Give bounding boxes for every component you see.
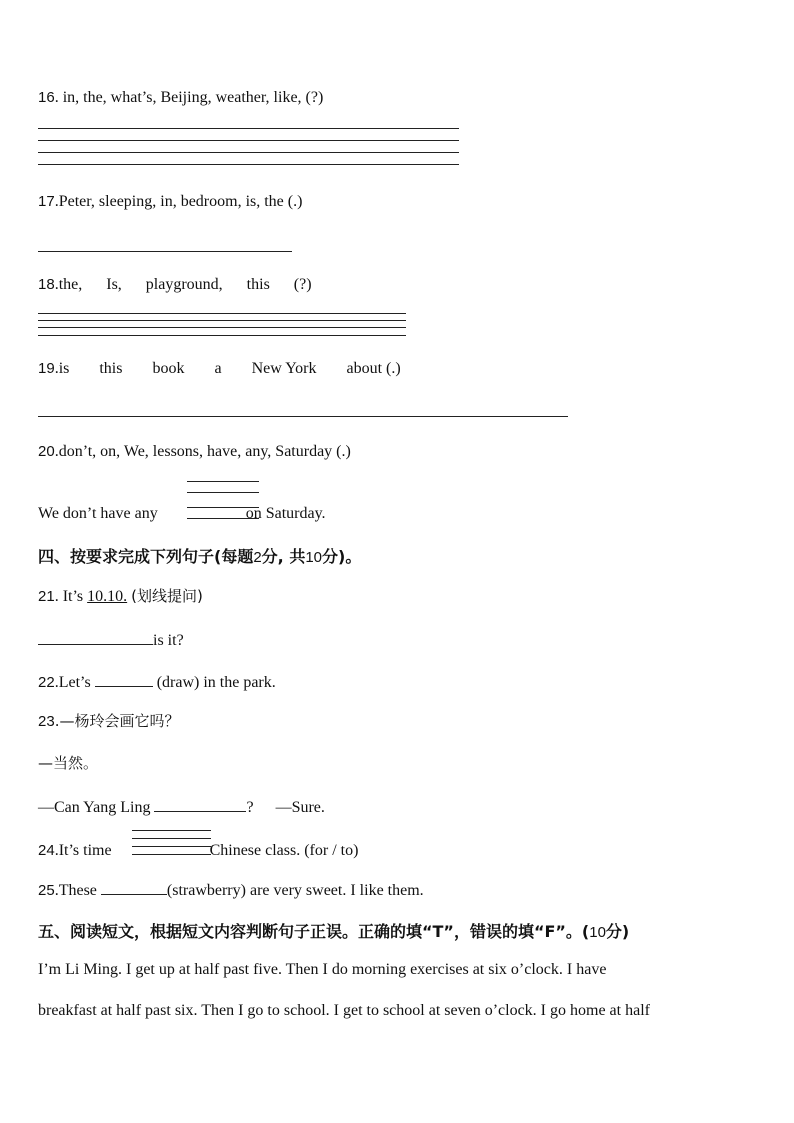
word: a <box>214 360 222 377</box>
answer-blank[interactable] <box>101 878 167 895</box>
answer-line[interactable] <box>38 416 568 417</box>
question-20-sentence <box>38 504 326 524</box>
answer-line[interactable] <box>38 251 292 252</box>
question-number: 24 <box>38 842 55 859</box>
answer-line[interactable] <box>132 830 211 831</box>
question-20 <box>38 442 351 462</box>
answer-line[interactable] <box>132 838 211 839</box>
question-number: 18 <box>38 276 55 293</box>
word: playground, <box>145 276 223 293</box>
question-text-end: (strawberry) are very sweet. I like them. <box>166 882 424 899</box>
answer-line[interactable] <box>38 327 406 328</box>
question-number: 17 <box>38 193 55 210</box>
answer-line[interactable] <box>38 152 459 153</box>
question-16 <box>38 88 323 108</box>
underlined-text: 10.10. <box>87 588 128 605</box>
section-score: 2 <box>253 549 262 566</box>
word: this <box>99 360 123 377</box>
question-18 <box>38 275 312 295</box>
question-number: 25 <box>38 882 55 899</box>
question-21 <box>38 586 203 607</box>
question-text: . in, the, what’s, Beijing, weather, like, (?) <box>54 89 324 106</box>
section-title-end: 分) <box>605 922 630 941</box>
question-number: 19 <box>38 360 55 377</box>
question-23 <box>38 711 179 732</box>
question-number: 21 <box>38 588 55 605</box>
question-text: . It’s <box>54 588 84 605</box>
word: book <box>152 360 185 377</box>
answer-line[interactable] <box>187 492 259 493</box>
answer-line[interactable] <box>38 320 406 321</box>
chinese-answer: —当然。 <box>38 754 99 772</box>
word: Is, <box>106 276 122 293</box>
passage-line: breakfast at half past six. Then I go to school. I get to school at seven o’clock. I go home at half <box>38 1002 650 1019</box>
question-text: .It’s time <box>54 842 112 859</box>
passage-line: I’m Li Ming. I get up at half past five. Then I do morning exercises at six o’clock. I have <box>38 961 607 978</box>
word: New York <box>251 360 317 377</box>
question-number: 20 <box>38 443 55 460</box>
word: (?) <box>293 276 312 293</box>
section-4-heading <box>38 544 361 567</box>
word: this <box>246 276 270 293</box>
answer-line[interactable] <box>132 854 211 855</box>
question-number: 22 <box>38 674 55 691</box>
section-title-mid: 分, 共 <box>261 547 306 566</box>
answer-line[interactable] <box>38 313 406 314</box>
section-title-end: 分)。 <box>322 547 362 566</box>
question-text: .Peter, sleeping, in, bedroom, is, the (.) <box>54 193 303 210</box>
question-25 <box>38 878 424 901</box>
question-mark: ? <box>246 799 254 816</box>
sentence-suffix: on Saturday. <box>245 505 326 522</box>
answer-line[interactable] <box>38 164 459 165</box>
question-text: .These <box>54 882 97 899</box>
question-22 <box>38 670 276 693</box>
question-number: 16 <box>38 89 55 106</box>
answer-blank[interactable] <box>154 795 246 812</box>
question-text-end: (draw) in the park. <box>156 674 276 691</box>
word: .is <box>54 360 70 377</box>
english-question: —Can Yang Ling <box>38 799 151 816</box>
word: about (.) <box>346 360 401 377</box>
answer-line[interactable] <box>38 128 459 129</box>
question-23-en <box>38 795 325 818</box>
instruction-note: (划线提问) <box>131 587 203 605</box>
question-21-answer <box>38 628 184 651</box>
section-title: 五、阅读短文，根据短文内容判断句子正误。正确的填“T”，错误的填“F”。( <box>38 922 590 941</box>
question-text: .don’t, on, We, lessons, have, any, Saturday (.) <box>54 443 351 460</box>
answer-line[interactable] <box>132 846 211 847</box>
question-19 <box>38 359 401 379</box>
answer-suffix: is it? <box>153 632 184 649</box>
section-title: 四、按要求完成下列句子(每题 <box>38 547 254 566</box>
answer-line[interactable] <box>187 518 259 519</box>
answer-line[interactable] <box>187 481 259 482</box>
question-text: .Let’s <box>54 674 91 691</box>
question-number: 23 <box>38 713 55 730</box>
sentence-prefix: We don’t have any <box>38 505 158 522</box>
question-17 <box>38 192 302 212</box>
answer-blank[interactable] <box>95 670 153 687</box>
answer-line[interactable] <box>187 507 259 508</box>
chinese-question: .—杨玲会画它吗？ <box>54 712 180 730</box>
answer-line[interactable] <box>38 140 459 141</box>
english-answer: —Sure. <box>275 799 325 816</box>
section-score: 10 <box>589 924 606 941</box>
answer-blank[interactable] <box>38 628 153 645</box>
question-text-end: Chinese class. (for / to) <box>209 842 359 859</box>
section-total: 10 <box>305 549 323 566</box>
question-23-cn-answer <box>38 753 98 774</box>
answer-line[interactable] <box>38 335 406 336</box>
word: .the, <box>54 276 83 293</box>
question-24 <box>38 841 358 861</box>
section-5-heading <box>38 919 629 942</box>
